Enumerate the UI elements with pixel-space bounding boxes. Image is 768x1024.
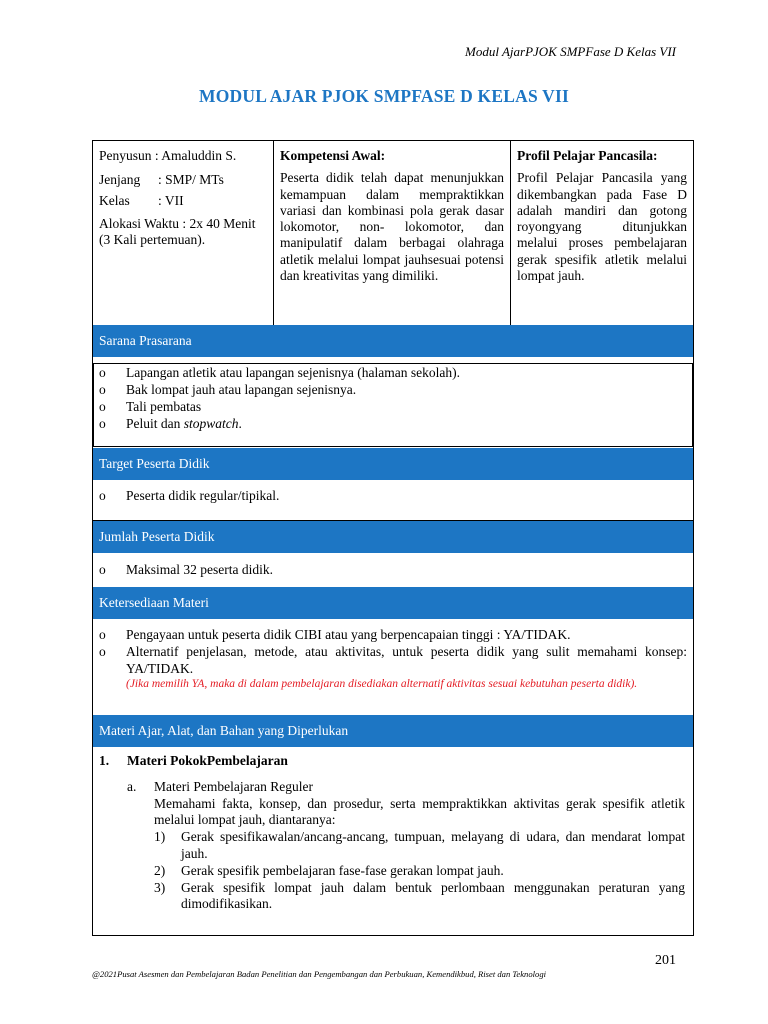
sarana-heading: Sarana Prasarana — [93, 325, 693, 357]
materi-paragraph: Memahami fakta, konsep, dan prosedur, serta mempraktikkan aktivitas gerak spesifik atletik melalui lompat jauh, diantaranya: — [154, 795, 685, 828]
bullet-marker: o — [99, 627, 106, 642]
bullet-marker: o — [99, 365, 106, 380]
alokasi-waktu: Alokasi Waktu : 2x 40 Menit (3 Kali pertemuan). — [99, 215, 256, 248]
running-head: Modul AjarPJOK SMPFase D Kelas VII — [465, 44, 676, 59]
identity-column — [93, 141, 274, 325]
materi-heading: Materi Ajar, Alat, dan Bahan yang Diperlukan — [93, 715, 693, 747]
kompetensi-heading: Kompetensi Awal: — [280, 148, 386, 163]
list-item: o Peluit dan stopwatch. — [99, 416, 242, 431]
bullet-marker: o — [99, 562, 106, 577]
list-item: o Alternatif penjelasan, metode, atau aktivitas, untuk peserta didik yang sulit memahami konsep: YA/TIDAK. — [99, 644, 687, 676]
bullet-marker: o — [99, 399, 106, 414]
profil-column — [511, 141, 693, 325]
kompetensi-column — [274, 141, 511, 325]
document-title: MODUL AJAR PJOK SMPFASE D KELAS VII — [198, 86, 569, 106]
list-item: o Bak lompat jauh atau lapangan sejenisnya. — [99, 382, 357, 397]
materi-content — [93, 753, 693, 913]
kompetensi-text: Peserta didik telah dapat menunjukkan kemampuan dalam mempraktikkan variasi dan kombinasi pola gerak dasar lokomotor, non- lokomotor, dan manipulatif dalam berbagai olahraga atletik melalui lompat jauhsesuai potensi dan kreativitas yang dimiliki. — [280, 170, 504, 284]
kelas-value: : VII — [158, 192, 184, 208]
jenjang — [99, 172, 267, 188]
footer-credit: @2021Pusat Asesmen dan Pembelajaran Badan Penelitian dan Pengembangan dan Perbukuan, Kemendikbud, Riset dan Teknologi — [92, 969, 546, 979]
list-item: 1) Gerak spesifikawalan/ancang-ancang, tumpuan, melayang di udara, dan mendarat lompat jauh. — [154, 829, 685, 861]
jumlah-list — [93, 561, 693, 578]
target-heading: Target Peserta Didik — [93, 448, 693, 480]
identity-row — [93, 141, 693, 325]
kelas — [99, 193, 267, 209]
target-list — [93, 487, 693, 504]
jenjang-label: Jenjang — [99, 172, 141, 188]
penyusun: Penyusun : Amaluddin S. — [99, 148, 237, 163]
sarana-list — [93, 364, 693, 432]
kelas-label: Kelas — [99, 192, 130, 208]
list-item: 2) Gerak spesifik pembelajaran fase-fase gerakan lompat jauh. — [154, 862, 504, 878]
module-table — [92, 140, 694, 936]
materi-section-title: 1. Materi PokokPembelajaran — [99, 753, 288, 768]
jumlah-heading: Jumlah Peserta Didik — [93, 521, 693, 553]
list-item: o Maksimal 32 peserta didik. — [99, 562, 273, 577]
profil-heading: Profil Pelajar Pancasila: — [517, 148, 658, 163]
list-item: o Tali pembatas — [99, 399, 202, 414]
bullet-marker: o — [99, 644, 106, 659]
profil-text: Profil Pelajar Pancasila yang dikembangkan pada Fase D adalah mandiri dan gotong royongyang ditunjukkan melalui proses pembelajaran gerak spesifik atletik melalui lompat jauh. — [517, 170, 687, 284]
list-item: o Lapangan atletik atau lapangan sejenisnya (halaman sekolah). — [99, 365, 460, 380]
list-item: o Pengayaan untuk peserta didik CIBI atau yang berpencapaian tinggi : YA/TIDAK. — [99, 627, 571, 642]
list-item: o Peserta didik regular/tipikal. — [99, 488, 280, 503]
jenjang-value: : SMP/ MTs — [158, 172, 224, 188]
bullet-marker: o — [99, 416, 106, 431]
bullet-marker: o — [99, 382, 106, 397]
materi-list — [93, 829, 693, 913]
bullet-marker: o — [99, 488, 106, 503]
ketersediaan-note: (Jika memilih YA, maka di dalam pembelajaran disediakan alternatif aktivitas sesuai kebutuhan peserta didik). — [126, 678, 638, 690]
ketersediaan-heading: Ketersediaan Materi — [93, 587, 693, 619]
stopwatch-term: stopwatch — [183, 416, 239, 431]
page-number: 201 — [655, 953, 676, 968]
materi-sub-title: a. Materi Pembelajaran Reguler — [127, 778, 313, 794]
list-item: 3) Gerak spesifik lompat jauh dalam bentuk perlombaan menggunakan peraturan yang dimodifikasikan. — [154, 879, 685, 912]
ketersediaan-list — [93, 626, 693, 691]
